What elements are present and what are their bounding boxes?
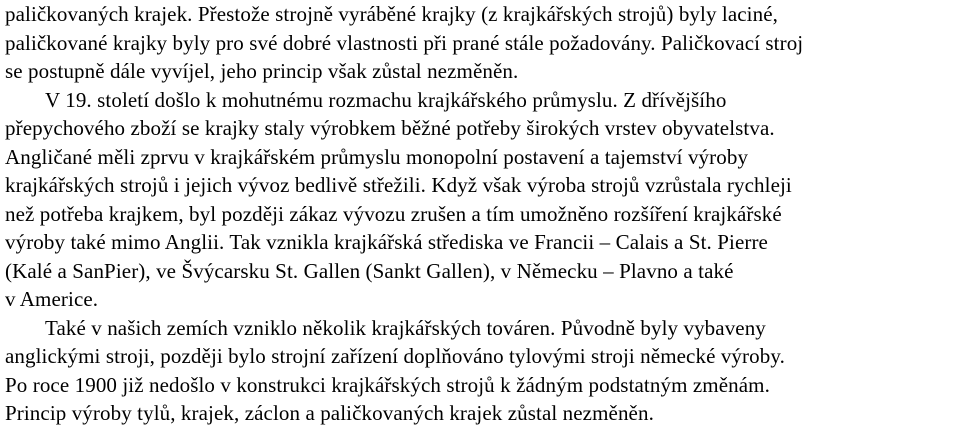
text-line: Angličané měli zprvu v krajkářském průmyslu monopolní postavení a tajemství výroby xyxy=(5,145,749,169)
text-line: výroby také mimo Anglii. Tak vznikla krajkářská střediska ve Francii – Calais a St. Pierre xyxy=(5,230,768,254)
text-line: Také v našich zemích vzniklo několik krajkářských továren. Původně byly vybaveny xyxy=(45,316,766,340)
text-line: paličkované krajky byly pro své dobré vlastnosti při prané stále požadovány. Paličkovací stroj xyxy=(5,31,804,55)
text-line: v Americe. xyxy=(5,287,99,311)
text-line: paličkovaných krajek. Přestože strojně vyráběné krajky (z krajkářských strojů) byly laciné, xyxy=(5,2,778,26)
text-line: (Kalé a SanPier), ve Švýcarsku St. Gallen (Sankt Gallen), v Německu – Plavno a také xyxy=(5,259,734,283)
text-line: V 19. století došlo k mohutnému rozmachu krajkářského průmyslu. Z dřívějšího xyxy=(45,88,727,112)
text-line: krajkářských strojů i jejich vývoz bedlivě střežili. Když však výroba strojů vzrůstala rychleji xyxy=(5,173,792,197)
text-line: přepychového zboží se krajky staly výrobkem běžné potřeby širokých vrstev obyvatelstva. xyxy=(5,116,775,140)
text-line: Po roce 1900 již nedošlo v konstrukci krajkářských strojů k žádným podstatným změnám. xyxy=(5,373,770,397)
text-line: Princip výroby tylů, krajek, záclon a paličkovaných krajek zůstal nezměněn. xyxy=(5,401,654,425)
text-line: anglickými stroji, později bylo strojní zařízení doplňováno tylovými stroji německé výroby. xyxy=(5,344,785,368)
text-line: než potřeba krajkem, byl později zákaz vývozu zrušen a tím umožněno rozšíření krajkářské xyxy=(5,202,782,226)
text-line: se postupně dále vyvíjel, jeho princip však zůstal nezměněn. xyxy=(5,59,519,83)
